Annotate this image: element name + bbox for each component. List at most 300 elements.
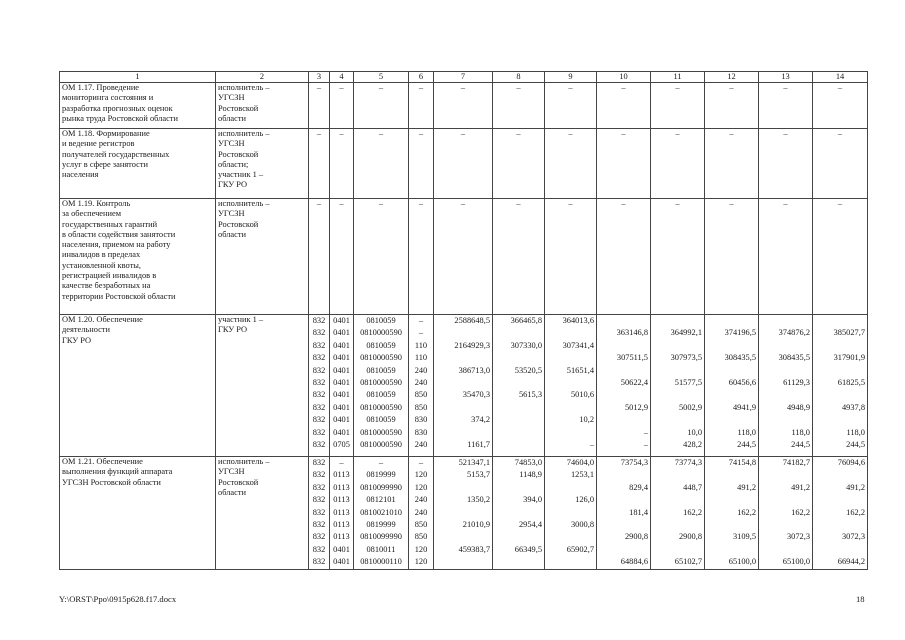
cell-value bbox=[707, 414, 756, 426]
cell-value bbox=[599, 414, 648, 426]
value-cell bbox=[597, 315, 651, 457]
cell-value: 53520,5 bbox=[514, 365, 542, 375]
cell-value: 491,2 bbox=[737, 482, 756, 492]
cell-value: 64884,6 bbox=[620, 557, 648, 567]
cell-value: 162,2 bbox=[683, 507, 702, 517]
executor-cell: исполнитель – УГСЗН Ростовской области bbox=[216, 199, 309, 315]
cell-value: 51651,4 bbox=[566, 365, 594, 375]
cell-value bbox=[547, 531, 594, 543]
cell-value: – bbox=[418, 328, 424, 338]
cell-value bbox=[653, 544, 702, 556]
cell-value bbox=[547, 482, 594, 494]
column-header: 1 bbox=[60, 72, 216, 83]
cell-value: 5153,7 bbox=[466, 470, 490, 480]
empty-dash: – bbox=[651, 83, 705, 129]
value-cell bbox=[409, 457, 434, 570]
cell-value: – bbox=[643, 439, 648, 449]
cell-value: 0810011 bbox=[366, 544, 396, 554]
empty-dash: – bbox=[597, 129, 651, 199]
cell-value: 120 bbox=[414, 470, 428, 480]
cell-value bbox=[547, 427, 594, 439]
cell-value: 4937,8 bbox=[841, 402, 865, 412]
empty-dash: – bbox=[813, 129, 868, 199]
cell-value: 0401 bbox=[333, 377, 350, 387]
cell-value: 0810059 bbox=[366, 415, 396, 425]
cell-value: 307341,4 bbox=[562, 340, 594, 350]
empty-dash: – bbox=[759, 129, 813, 199]
cell-value: 4941,9 bbox=[732, 402, 756, 412]
cell-value bbox=[761, 315, 810, 327]
cell-value: 832 bbox=[312, 470, 326, 480]
cell-value: 73754,3 bbox=[620, 458, 648, 467]
cell-value: 0819999 bbox=[366, 470, 396, 480]
empty-dash: – bbox=[759, 199, 813, 315]
cell-value bbox=[707, 315, 756, 327]
cell-value bbox=[495, 531, 542, 543]
cell-value bbox=[653, 389, 702, 401]
cell-value bbox=[815, 494, 865, 506]
column-header: 12 bbox=[705, 72, 759, 83]
column-header: 11 bbox=[651, 72, 705, 83]
cell-value bbox=[707, 544, 756, 556]
cell-value: 832 bbox=[312, 519, 326, 529]
cell-value bbox=[495, 427, 542, 439]
empty-dash: – bbox=[354, 83, 409, 129]
cell-value: 832 bbox=[312, 557, 326, 567]
empty-dash: – bbox=[597, 199, 651, 315]
cell-value: 308435,5 bbox=[778, 353, 810, 363]
cell-value: 162,2 bbox=[846, 507, 865, 517]
cell-value: 0810059 bbox=[366, 340, 396, 350]
cell-value bbox=[653, 365, 702, 377]
cell-value: 307330,0 bbox=[510, 340, 542, 350]
cell-value: 65902,7 bbox=[566, 544, 594, 554]
cell-value: – bbox=[418, 458, 424, 467]
cell-value: 66349,5 bbox=[514, 544, 542, 554]
cell-value: 118,0 bbox=[791, 427, 810, 437]
cell-value: 850 bbox=[414, 390, 428, 400]
cell-value: 162,2 bbox=[737, 507, 756, 517]
cell-value bbox=[547, 377, 594, 389]
cell-value: 0401 bbox=[333, 402, 350, 412]
cell-value: 0401 bbox=[333, 340, 350, 350]
column-header: 8 bbox=[493, 72, 545, 83]
cell-value: 4948,9 bbox=[786, 402, 810, 412]
cell-value bbox=[495, 414, 542, 426]
value-cell bbox=[409, 315, 434, 457]
cell-value bbox=[761, 494, 810, 506]
cell-value: 5012,9 bbox=[624, 402, 648, 412]
cell-value bbox=[653, 469, 702, 481]
cell-value bbox=[599, 389, 648, 401]
cell-value: 244,5 bbox=[846, 439, 865, 449]
cell-value: – bbox=[418, 316, 424, 325]
column-header: 13 bbox=[759, 72, 813, 83]
empty-dash: – bbox=[434, 83, 493, 129]
value-cell bbox=[705, 457, 759, 570]
column-header: 4 bbox=[330, 72, 354, 83]
empty-dash: – bbox=[434, 199, 493, 315]
cell-value: 0113 bbox=[333, 495, 350, 505]
cell-value bbox=[599, 544, 648, 556]
table-row bbox=[60, 457, 868, 570]
cell-value: 832 bbox=[312, 439, 326, 449]
cell-value: 394,0 bbox=[523, 495, 542, 505]
executor-cell: участник 1 – ГКУ РО bbox=[216, 315, 309, 457]
cell-value: 10,0 bbox=[687, 427, 702, 437]
cell-value: 21010,9 bbox=[462, 519, 490, 529]
measure-name: ОМ 1.18. Формирование и ведение регистров получателей государственных услуг в сфере занятости населения bbox=[60, 129, 216, 199]
empty-dash: – bbox=[493, 199, 545, 315]
measure-name: ОМ 1.20. Обеспечение деятельности ГКУ РО bbox=[60, 315, 216, 457]
cell-value bbox=[547, 327, 594, 339]
cell-value: 0401 bbox=[333, 427, 350, 437]
cell-value bbox=[707, 365, 756, 377]
cell-value: – bbox=[589, 439, 594, 449]
value-cell bbox=[545, 457, 597, 570]
cell-value: 120 bbox=[414, 482, 428, 492]
cell-value: – bbox=[378, 458, 384, 467]
cell-value: 10,2 bbox=[579, 415, 594, 425]
cell-value: 0810099990 bbox=[360, 532, 402, 542]
column-header: 10 bbox=[597, 72, 651, 83]
cell-value: 0810000590 bbox=[360, 439, 402, 449]
cell-value: 61129,3 bbox=[783, 377, 810, 387]
cell-value: 364992,1 bbox=[670, 328, 702, 338]
cell-value bbox=[761, 519, 810, 531]
cell-value: 240 bbox=[414, 365, 428, 375]
program-table bbox=[59, 71, 868, 570]
cell-value: 850 bbox=[414, 519, 428, 529]
empty-dash: – bbox=[493, 83, 545, 129]
cell-value: 0810059 bbox=[366, 316, 396, 325]
cell-value bbox=[495, 352, 542, 364]
cell-value: 3072,3 bbox=[841, 532, 865, 542]
empty-dash: – bbox=[354, 199, 409, 315]
cell-value: 0401 bbox=[333, 544, 350, 554]
empty-dash: – bbox=[813, 199, 868, 315]
cell-value bbox=[761, 469, 810, 481]
cell-value: 0401 bbox=[333, 415, 350, 425]
cell-value: 74182,7 bbox=[782, 458, 810, 467]
cell-value bbox=[436, 427, 490, 439]
cell-value: 110 bbox=[414, 340, 428, 350]
cell-value: 1350,2 bbox=[466, 495, 490, 505]
cell-value: 181,4 bbox=[629, 507, 648, 517]
cell-value: 1161,7 bbox=[467, 439, 490, 449]
column-header: 2 bbox=[216, 72, 309, 83]
cell-value: 0810000590 bbox=[360, 328, 402, 338]
cell-value bbox=[436, 556, 490, 568]
cell-value bbox=[707, 340, 756, 352]
value-cell bbox=[545, 315, 597, 457]
cell-value: 244,5 bbox=[737, 439, 756, 449]
value-cell bbox=[434, 315, 493, 457]
cell-value: 0401 bbox=[333, 557, 350, 567]
value-cell bbox=[330, 457, 354, 570]
cell-value: 2164929,3 bbox=[454, 340, 490, 350]
cell-value bbox=[436, 402, 490, 414]
cell-value: 0401 bbox=[333, 365, 350, 375]
cell-value: 317901,9 bbox=[833, 353, 865, 363]
cell-value bbox=[815, 315, 865, 327]
cell-value: 832 bbox=[312, 532, 326, 542]
cell-value: 240 bbox=[414, 377, 428, 387]
cell-value: 491,2 bbox=[846, 482, 865, 492]
value-cell bbox=[309, 315, 330, 457]
cell-value: 0113 bbox=[333, 519, 350, 529]
cell-value bbox=[653, 340, 702, 352]
cell-value: 364013,6 bbox=[562, 316, 594, 325]
footer-file-path: Y:\ORST\Ppo\0915p628.f17.docx bbox=[59, 594, 177, 604]
cell-value: – bbox=[643, 427, 648, 437]
cell-value bbox=[653, 494, 702, 506]
empty-dash: – bbox=[705, 129, 759, 199]
table-body bbox=[60, 83, 868, 570]
cell-value: 0113 bbox=[333, 482, 350, 492]
cell-value: 0810000590 bbox=[360, 377, 402, 387]
cell-value: 374,2 bbox=[471, 415, 490, 425]
empty-dash: – bbox=[309, 129, 330, 199]
value-cell bbox=[493, 315, 545, 457]
measure-name: ОМ 1.21. Обеспечение выполнения функций аппарата УГСЗН Ростовской области bbox=[60, 457, 216, 570]
value-cell bbox=[759, 315, 813, 457]
cell-value: 832 bbox=[312, 427, 326, 437]
cell-value: 832 bbox=[312, 415, 326, 425]
cell-value: 374876,2 bbox=[778, 328, 810, 338]
cell-value: 162,2 bbox=[791, 507, 810, 517]
value-cell bbox=[309, 457, 330, 570]
cell-value: 832 bbox=[312, 377, 326, 387]
cell-value bbox=[761, 340, 810, 352]
cell-value bbox=[495, 402, 542, 414]
empty-dash: – bbox=[705, 83, 759, 129]
cell-value bbox=[707, 469, 756, 481]
cell-value: 65100,0 bbox=[782, 557, 810, 567]
cell-value bbox=[815, 389, 865, 401]
cell-value: 428,2 bbox=[683, 439, 702, 449]
cell-value: 0810000590 bbox=[360, 427, 402, 437]
cell-value: 850 bbox=[414, 402, 428, 412]
cell-value bbox=[495, 377, 542, 389]
cell-value: 74154,8 bbox=[728, 458, 756, 467]
table-row bbox=[60, 129, 868, 199]
cell-value bbox=[653, 519, 702, 531]
cell-value: 61825,5 bbox=[837, 377, 865, 387]
cell-value bbox=[707, 494, 756, 506]
cell-value: 5615,3 bbox=[518, 390, 542, 400]
cell-value: 0810099990 bbox=[360, 482, 402, 492]
cell-value: – bbox=[339, 458, 344, 467]
empty-dash: – bbox=[409, 83, 434, 129]
cell-value: 829,4 bbox=[629, 482, 648, 492]
empty-dash: – bbox=[409, 129, 434, 199]
column-header: 7 bbox=[434, 72, 493, 83]
value-cell bbox=[434, 457, 493, 570]
cell-value: 0810021010 bbox=[360, 507, 402, 517]
cell-value bbox=[815, 544, 865, 556]
cell-value: 0113 bbox=[333, 532, 350, 542]
cell-value bbox=[599, 315, 648, 327]
cell-value: 386713,0 bbox=[458, 365, 490, 375]
cell-value: 2588648,5 bbox=[454, 316, 490, 325]
empty-dash: – bbox=[330, 199, 354, 315]
cell-value bbox=[707, 519, 756, 531]
executor-cell: исполнитель – УГСЗН Ростовской области bbox=[216, 457, 309, 570]
cell-value: 363146,8 bbox=[616, 328, 648, 338]
cell-value: 120 bbox=[414, 544, 428, 554]
cell-value: 0819999 bbox=[366, 519, 396, 529]
cell-value: 0810059 bbox=[366, 365, 396, 375]
cell-value: 2954,4 bbox=[518, 519, 542, 529]
cell-value: 120 bbox=[414, 557, 428, 567]
executor-cell: исполнитель – УГСЗН Ростовской области; участник 1 – ГКУ РО bbox=[216, 129, 309, 199]
column-header: 3 bbox=[309, 72, 330, 83]
cell-value bbox=[815, 414, 865, 426]
cell-value: 240 bbox=[414, 495, 428, 505]
cell-value: 832 bbox=[312, 365, 326, 375]
empty-dash: – bbox=[309, 83, 330, 129]
cell-value: 1148,9 bbox=[519, 470, 542, 480]
cell-value: 60456,6 bbox=[728, 377, 756, 387]
cell-value: 3109,5 bbox=[732, 532, 756, 542]
cell-value: 830 bbox=[414, 415, 428, 425]
cell-value: 832 bbox=[312, 495, 326, 505]
value-cell bbox=[651, 457, 705, 570]
cell-value: 0401 bbox=[333, 316, 350, 325]
cell-value: 74604,0 bbox=[566, 458, 594, 467]
cell-value: 832 bbox=[312, 402, 326, 412]
cell-value bbox=[761, 389, 810, 401]
cell-value: 832 bbox=[312, 458, 326, 467]
cell-value bbox=[547, 556, 594, 568]
cell-value bbox=[547, 402, 594, 414]
measure-name: ОМ 1.17. Проведение мониторинга состояния и разработка прогнозных оценок рынка труда Ростовской области bbox=[60, 83, 216, 129]
value-cell bbox=[759, 457, 813, 570]
cell-value bbox=[495, 556, 542, 568]
cell-value: 244,5 bbox=[791, 439, 810, 449]
cell-value: 5010,6 bbox=[570, 390, 594, 400]
empty-dash: – bbox=[759, 83, 813, 129]
cell-value: 76094,6 bbox=[837, 458, 865, 467]
cell-value bbox=[436, 352, 490, 364]
column-header: 9 bbox=[545, 72, 597, 83]
cell-value: 832 bbox=[312, 328, 326, 338]
cell-value: 126,0 bbox=[575, 495, 594, 505]
cell-value bbox=[547, 352, 594, 364]
cell-value bbox=[707, 389, 756, 401]
cell-value: 385027,7 bbox=[833, 328, 865, 338]
cell-value: 3000,8 bbox=[570, 519, 594, 529]
cell-value bbox=[653, 414, 702, 426]
cell-value: 832 bbox=[312, 340, 326, 350]
cell-value bbox=[495, 482, 542, 494]
cell-value: 832 bbox=[312, 544, 326, 554]
page-number: 18 bbox=[856, 594, 865, 604]
cell-value: 65102,7 bbox=[674, 557, 702, 567]
value-cell bbox=[330, 315, 354, 457]
cell-value bbox=[815, 469, 865, 481]
empty-dash: – bbox=[354, 129, 409, 199]
cell-value: 73774,3 bbox=[674, 458, 702, 467]
cell-value: 35470,3 bbox=[462, 390, 490, 400]
cell-value: 0113 bbox=[333, 507, 350, 517]
cell-value: 50622,4 bbox=[620, 377, 648, 387]
table-row bbox=[60, 199, 868, 315]
cell-value: 66944,2 bbox=[837, 557, 865, 567]
value-cell bbox=[354, 457, 409, 570]
value-cell bbox=[493, 457, 545, 570]
cell-value: 0401 bbox=[333, 328, 350, 338]
cell-value: 240 bbox=[414, 439, 428, 449]
cell-value: 307511,5 bbox=[616, 353, 648, 363]
cell-value bbox=[599, 494, 648, 506]
cell-value: 0810000590 bbox=[360, 353, 402, 363]
empty-dash: – bbox=[813, 83, 868, 129]
column-header: 6 bbox=[409, 72, 434, 83]
cell-value bbox=[761, 414, 810, 426]
empty-dash: – bbox=[309, 199, 330, 315]
value-cell bbox=[597, 457, 651, 570]
cell-value: 2900,8 bbox=[624, 532, 648, 542]
cell-value bbox=[436, 531, 490, 543]
empty-dash: – bbox=[651, 199, 705, 315]
cell-value bbox=[436, 507, 490, 519]
cell-value: 5002,9 bbox=[678, 402, 702, 412]
empty-dash: – bbox=[651, 129, 705, 199]
cell-value: 459383,7 bbox=[458, 544, 490, 554]
cell-value: 0812101 bbox=[366, 495, 396, 505]
cell-value: 832 bbox=[312, 316, 326, 325]
cell-value bbox=[436, 482, 490, 494]
value-cell bbox=[651, 315, 705, 457]
cell-value: 65100,0 bbox=[728, 557, 756, 567]
empty-dash: – bbox=[597, 83, 651, 129]
cell-value bbox=[495, 439, 542, 451]
cell-value: 830 bbox=[414, 427, 428, 437]
cell-value: 118,0 bbox=[846, 427, 865, 437]
cell-value: 0113 bbox=[333, 470, 350, 480]
cell-value: 307973,5 bbox=[670, 353, 702, 363]
cell-value: 521347,1 bbox=[458, 458, 490, 467]
cell-value: 1253,1 bbox=[570, 470, 594, 480]
value-cell bbox=[354, 315, 409, 457]
cell-value bbox=[436, 327, 490, 339]
table-row bbox=[60, 315, 868, 457]
executor-cell: исполнитель – УГСЗН Ростовской области bbox=[216, 83, 309, 129]
empty-dash: – bbox=[434, 129, 493, 199]
cell-value bbox=[436, 377, 490, 389]
empty-dash: – bbox=[409, 199, 434, 315]
cell-value: 0810000590 bbox=[360, 402, 402, 412]
empty-dash: – bbox=[545, 83, 597, 129]
cell-value: 832 bbox=[312, 390, 326, 400]
empty-dash: – bbox=[545, 199, 597, 315]
cell-value: 832 bbox=[312, 507, 326, 517]
empty-dash: – bbox=[330, 83, 354, 129]
cell-value: 51577,5 bbox=[674, 377, 702, 387]
value-cell bbox=[813, 315, 868, 457]
value-cell bbox=[705, 315, 759, 457]
cell-value: 2900,8 bbox=[678, 532, 702, 542]
empty-dash: – bbox=[330, 129, 354, 199]
cell-value bbox=[599, 469, 648, 481]
cell-value: 850 bbox=[414, 532, 428, 542]
cell-value bbox=[761, 544, 810, 556]
cell-value: 832 bbox=[312, 353, 326, 363]
value-cell bbox=[813, 457, 868, 570]
cell-value bbox=[815, 519, 865, 531]
